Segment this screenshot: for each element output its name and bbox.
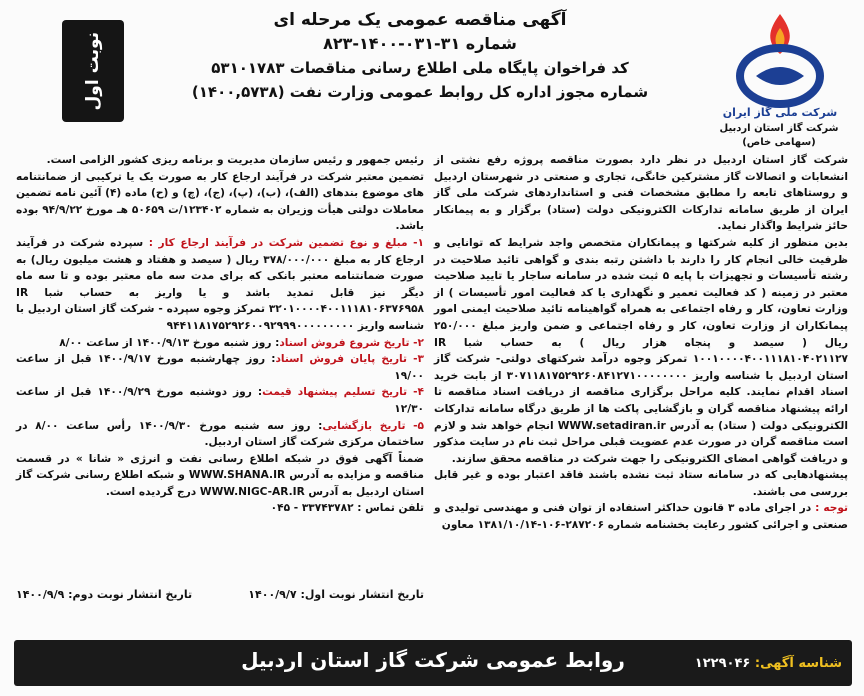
item-sale-start-label: ۲- تاریخ شروع فروش اسناد: [279, 336, 424, 349]
ad-titles: [140, 8, 700, 104]
right-column: [434, 152, 848, 534]
item-bid-deadline-text: : روز دوشنبه مورخ ۱۴۰۰/۹/۲۹ قبل از ساعت ۱۲/۳۰: [16, 386, 424, 415]
item-sale-end: [16, 351, 424, 384]
left-column: [16, 152, 424, 517]
ad-id: [695, 656, 842, 671]
item-sale-end-label: ۳- تاریخ پایان فروش اسناد: [275, 353, 425, 366]
publication-dates: [16, 588, 424, 608]
ad-id-label: شناسه آگهی:: [754, 656, 842, 671]
footer-bar: [14, 640, 852, 686]
call-code: کد فراخوان پایگاه ملی اطلاع رسانی مناقصات ۵۳۱۰۱۷۸۳: [211, 59, 629, 77]
ad-header: [0, 0, 864, 150]
contact-phone: تلفن تماس : ۳۳۷۴۳۷۸۲ - ۰۴۵: [270, 502, 424, 515]
ad-id-value: ۱۲۲۹۰۴۶: [694, 656, 751, 671]
item-opening-label: ۵- تاریخ بازگشایی: [322, 419, 424, 432]
footer-title: روابط عمومی شرکت گاز استان اردبیل: [241, 648, 625, 672]
second-publication-date: تاریخ انتشار نوبت دوم: ۱۴۰۰/۹/۹: [16, 588, 193, 601]
permit-number: شماره مجوز اداره کل روابط عمومی وزارت نفت (۱۴۰۰,۵۷۳۸): [191, 83, 649, 101]
item-bid-deadline: [16, 384, 424, 417]
company-type: (سهامی خاص): [742, 137, 816, 148]
item-opening-text: : روز سه شنبه مورخ ۱۴۰۰/۹/۳۰ رأس ساعت ۸/۰۰ در ساختمان مرکزی شرکت گاز استان اردبیل.: [16, 419, 424, 449]
publication-paragraph: ضمناً آگهی فوق در شبکه اطلاع رسانی نفت و انرژی « شانا » در قسمت مناقصه و مزایده به آدرس WWW.SHANA.IR و شبکه اطلاع رسانی شرکت گاز استان اردبیل به آدرس WWW.NIGC-AR.IR درج گردیده است.: [16, 452, 424, 498]
item-opening: [16, 418, 424, 451]
company-name: [706, 122, 852, 150]
setad-note: پیشنهادهایی که در سامانه ستاد ثبت نشده باشند فاقد اعتبار بوده و غیر قابل بررسی می باشند.: [434, 469, 848, 498]
item-guarantee-label: ۱- مبلغ و نوع تضمین شرکت در فرآیند ارجاع کار :: [148, 236, 424, 249]
nigc-logo-icon: [716, 8, 844, 120]
guarantee-paragraph: تضمین معتبر شرکت در فرآیند ارجاع کار به صورت یک یا ترکیبی از ضمانتنامه های موضوع بندهای (الف)، (ب)، (پ)، (ج)، (چ) و (ح) ماده (۴) آئین نامه تضمین معاملات دولتی هیأت وزیران به شماره ۱۲۳۴۰۲/ت ۵۰۶۵۹ هـ مورخ ۹۴/۹/۲۲ بوده باشد.: [16, 170, 425, 233]
issue-badge-label: نوبت اول: [83, 31, 103, 111]
item-bid-deadline-label: ۴- تاریخ تسلیم پیشنهاد قیمت: [262, 386, 425, 399]
first-publication-date: تاریخ انتشار نوبت اول: ۱۴۰۰/۹/۷: [248, 588, 424, 601]
item-sale-start-text: : روز شنبه مورخ ۱۴۰۰/۹/۱۳ از ساعت ۸/۰۰: [59, 336, 280, 349]
attention-label: توجه :: [815, 502, 848, 515]
item-guarantee: [16, 235, 424, 335]
company-name-line: شرکت گاز استان اردبیل: [719, 123, 839, 134]
item-guarantee-text: سپرده شرکت در فرآیند ارجاع کار به مبلغ ۳۷۸/۰۰۰/۰۰۰ ریال ( سیصد و هفتاد و هشت میلیون ریال) به صورت ضمانتنامه معتبر بانکی که برای مدت سه ماه معتبر بوده و تا سه ماه دیگر نیز قابل تمدید باشد و یا واریز به حساب شبا IR ۳۲۰۱۰۰۰۰۴۰۰۱۱۱۸۱۰۶۳۷۶۹۵۸ تمرکز وجوه سپرده - شرکت گاز استان اردبیل با شناسه واریز ۹۴۴۱۱۸۱۷۵۲۹۲۶۰۰۹۲۹۹۹۰۰۰۰۰۰۰۰۰: [16, 236, 424, 332]
item-sale-end-text: : روز چهارشنبه مورخ ۱۴۰۰/۹/۱۷ قبل از ساعت ۱۹/۰۰: [16, 353, 424, 382]
intro-paragraph: شرکت گاز استان اردبیل در نظر دارد بصورت مناقصه پروژه رفع نشتی از انشعابات و اتصالات گاز مشترکین خانگی، تجاری و صنعتی در شهرستان اردبیل و روستاهای تابعه را مطابق مشخصات فنی و استانداردهای شرکت ملی گاز ایران از طریق سامانه تدارکات الکترونیکی دولت (ستاد) برگزار و به پیمانکار حائز شرایط واگذار نماید.: [434, 154, 848, 233]
eligibility-paragraph: بدین منظور از کلیه شرکتها و پیمانکاران متخصص واجد شرایط که توانایی و ظرفیت خالی انجام کار را دارند با داشتن رتبه بندی و گواهی تائید صلاحیت در رشته تأسیسات و تجهیزات با پایه ۵ ثبت شده در سامانه ساجار یا تایید صلاحیت معتبر در زمینه ( کد فعالیت تعمیر و نگهداری یا کد فعالیت امور تأسیسات ) از وزارت تعاون، کار و رفاه اجتماعی به همراه گواهینامه تائید صلاحیت ایمنی امور پیمانکاران از وزارت تعاون، کار و رفاه اجتماعی و ضمن واریز مبلغ ۲۵۰/۰۰۰ ریال ( سیصد و پنجاه هزار ریال ) به حساب شبا IR ۱۰۰۱۰۰۰۰۴۰۰۱۱۱۸۱۰۴۰۲۱۱۲۷ تمرکز وجوه درآمد شرکتهای دولتی- شرکت گاز استان اردبیل با شناسه واریز ۳۰۷۱۱۸۱۷۵۲۹۲۶۰۸۴۱۲۷۱۰۰۰۰۰۰۰۰ از بابت خرید اسناد اقدام نمایند. کلیه مراحل برگزاری مناقصه از دریافت اسناد مناقصه تا ارائه پیشنهاد مناقصه گران و بازگشایی پاکت ها از طریق درگاه سامانه تدارکات الکترونیکی دولت ( ستاد) به آدرس WWW.setadiran.ir انجام خواهد شد و لازم است مناقصه گران در صورت عدم عضویت قبلی مراحل ثبت نام در سایت مذکور و دریافت گواهی امضای الکترونیکی را جهت شرکت در مناقصه محقق سازند.: [434, 236, 849, 465]
logo-text: شرکت ملی گاز ایران: [722, 106, 838, 119]
attention-text: در اجرای ماده ۳ قانون حداکثر استفاده از توان فنی و مهندسی تولیدی و صنعتی و اجرائی کشور رعایت بخشنامه شماره ۲۸۷۲۰۶-۱۰۶-۱۳۸۱/۱۰/۱۴ معاون: [434, 502, 848, 532]
continuation-paragraph: رئیس جمهور و رئیس سازمان مدیریت و برنامه ریزی کشور الزامی است.: [46, 154, 424, 166]
tender-number: شماره ۳۱-۰۳۱-۱۴۰۰-۸۲۳: [323, 34, 517, 53]
issue-badge: [62, 20, 124, 122]
ad-title: آگهی مناقصه عمومی یک مرحله ای: [273, 10, 567, 30]
item-sale-start: [16, 335, 424, 352]
attention-paragraph: [434, 500, 848, 533]
